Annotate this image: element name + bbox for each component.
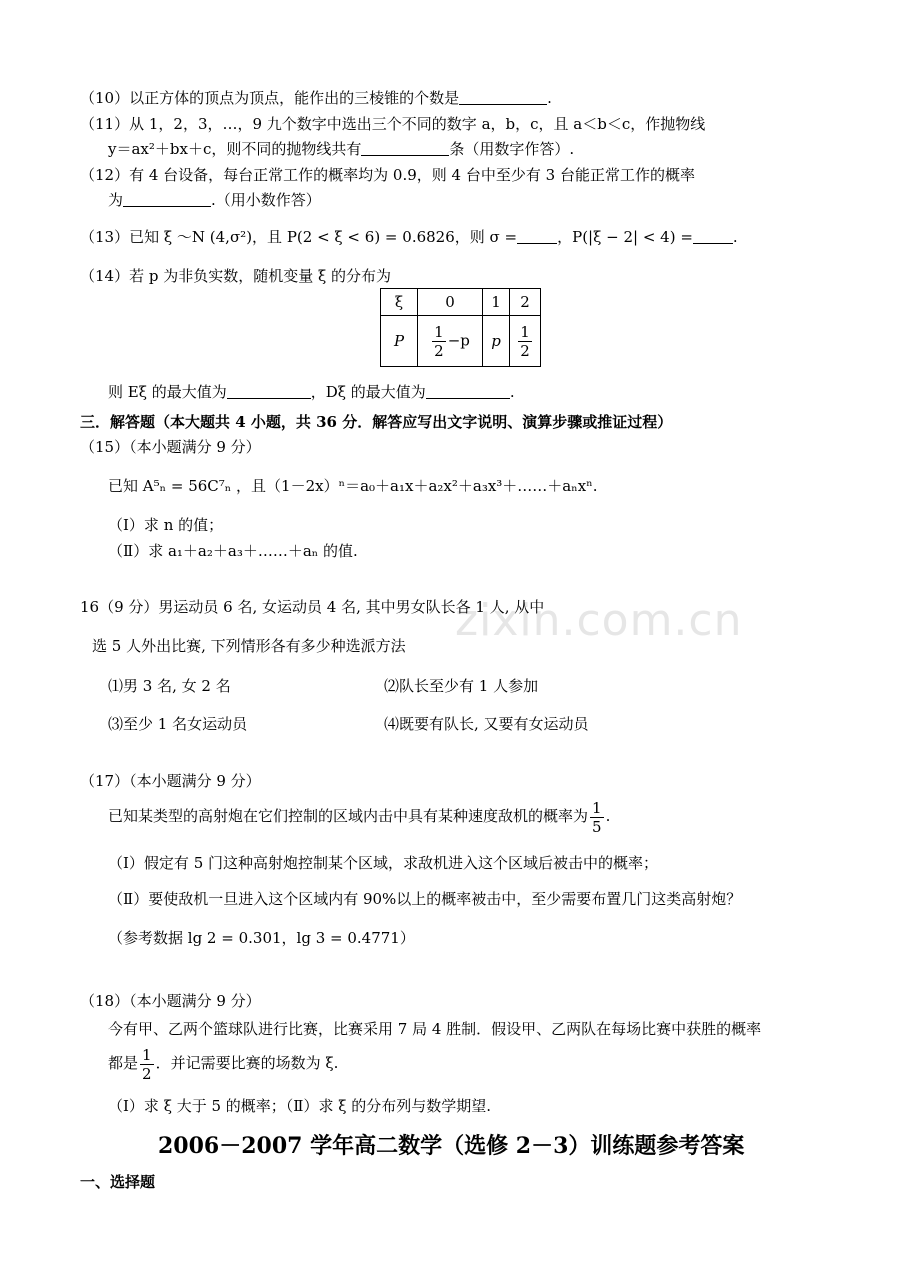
fraction: $\frac{1}{5}$ xyxy=(592,798,602,836)
table-cell: $\frac{1}{2}$ −p xyxy=(418,316,483,367)
question-10: （10）以正方体的顶点为顶点，能作出的三棱锥的个数是 . xyxy=(80,89,552,107)
table-cell: 1 xyxy=(483,289,510,316)
question-13: （13）已知 ξ ～N (4,σ²)，且 P(2 < ξ < 6) = 0.6826，则 σ = ，P(|ξ − 2| < 4) = . xyxy=(80,228,738,246)
table-cell xyxy=(510,316,541,367)
answer-blank xyxy=(459,90,547,105)
answer-blank xyxy=(227,384,311,399)
table-cell: P xyxy=(381,316,418,367)
question-16-line-1: 16（9 分）男运动员 6 名, 女运动员 4 名, 其中男女队长各 1 人, 从中 xyxy=(80,598,545,616)
answer-blank xyxy=(693,229,733,244)
table-cell: ξ xyxy=(381,289,418,316)
answer-blank xyxy=(426,384,510,399)
question-15-header: （15）（本小题满分 9 分） xyxy=(80,438,261,456)
question-17-header: （17）（本小题满分 9 分） xyxy=(80,772,261,790)
question-14-answers: 则 Eξ 的最大值为 ，Dξ 的最大值为 . xyxy=(108,383,515,401)
question-11-line-1: （11）从 1，2，3，…，9 九个数字中选出三个不同的数字 a，b，c，且 a＜b＜c，作抛物线 xyxy=(80,115,706,133)
question-16-line-2: 选 5 人外出比赛, 下列情形各有多少种选派方法 xyxy=(92,637,406,655)
question-17-reference: （参考数据 lg 2 = 0.301，lg 3 = 0.4771） xyxy=(108,929,415,947)
fraction: $\frac{1}{2}$ xyxy=(520,322,530,360)
question-12-line-2: 为 .（用小数作答） xyxy=(108,191,321,209)
question-16-item-1: ⑴男 3 名, 女 2 名 xyxy=(108,677,231,695)
table-cell: 2 xyxy=(510,289,541,316)
question-18-header: （18）（本小题满分 9 分） xyxy=(80,992,261,1010)
question-18-line-2: 都是 $\frac{1}{2}$ ．并记需要比赛的场数为 ξ. xyxy=(108,1045,339,1083)
question-17-given: 已知某类型的高射炮在它们控制的区域内击中具有某种速度敌机的概率为 $\frac{1}{5}$ . xyxy=(108,798,611,836)
table-row xyxy=(381,316,541,367)
question-12-line-1: （12）有 4 台设备，每台正常工作的概率均为 0.9，则 4 台中至少有 3 台能正常工作的概率 xyxy=(80,166,695,184)
fraction: $\frac{1}{2}$ xyxy=(142,1045,152,1083)
answer-blank xyxy=(361,141,449,156)
question-16-item-4: ⑷既要有队长, 又要有女运动员 xyxy=(384,715,589,733)
fraction: $\frac{1}{2}$ xyxy=(434,322,444,360)
table-cell: p xyxy=(483,316,510,367)
section-heading: 一、选择题 xyxy=(80,1173,156,1191)
section-heading: 三．解答题（本大题共 4 小题，共 36 分．解答应写出文字说明、演算步骤或推证过程） xyxy=(80,413,673,431)
question-18-parts: （Ⅰ）求 ξ 大于 5 的概率；（Ⅱ）求 ξ 的分布列与数学期望. xyxy=(108,1097,492,1115)
question-17-part-1: （Ⅰ）假定有 5 门这种高射炮控制某个区域，求敌机进入这个区域后被击中的概率； xyxy=(108,854,659,872)
watermark: zixin.com.cn xyxy=(455,595,743,646)
answer-blank xyxy=(123,192,211,207)
distribution-table xyxy=(380,288,541,367)
question-14: （14）若 p 为非负实数，随机变量 ξ 的分布为 xyxy=(80,267,392,285)
table-cell: 0 xyxy=(418,289,483,316)
question-11-line-2: y＝ax²＋bx＋c，则不同的抛物线共有 条（用数字作答）. xyxy=(108,140,575,158)
question-15-given: 已知 A⁵ₙ = 56C⁷ₙ ，且（1－2x）ⁿ＝a₀＋a₁x＋a₂x²＋a₃x³＋……＋aₙxⁿ. xyxy=(108,477,598,495)
question-15-part-2: （Ⅱ）求 a₁＋a₂＋a₃＋……＋aₙ 的值. xyxy=(108,542,358,560)
question-15-part-1: （Ⅰ）求 n 的值； xyxy=(108,516,224,534)
table-row xyxy=(381,289,541,316)
answer-key-title: 2006－2007 学年高二数学（选修 2－3）训练题参考答案 xyxy=(158,1133,745,1159)
question-16-item-3: ⑶至少 1 名女运动员 xyxy=(108,715,248,733)
question-10-text: （10）以正方体的顶点为顶点，能作出的三棱锥的个数是 xyxy=(80,89,460,107)
question-17-part-2: （Ⅱ）要使敌机一旦进入这个区域内有 90%以上的概率被击中，至少需要布置几门这类高射炮？ xyxy=(108,890,742,908)
question-18-line-1: 今有甲、乙两个篮球队进行比赛，比赛采用 7 局 4 胜制．假设甲、乙两队在每场比赛中获胜的概率 xyxy=(108,1020,762,1038)
question-16-item-2: ⑵队长至少有 1 人参加 xyxy=(384,677,539,695)
answer-blank xyxy=(517,229,557,244)
